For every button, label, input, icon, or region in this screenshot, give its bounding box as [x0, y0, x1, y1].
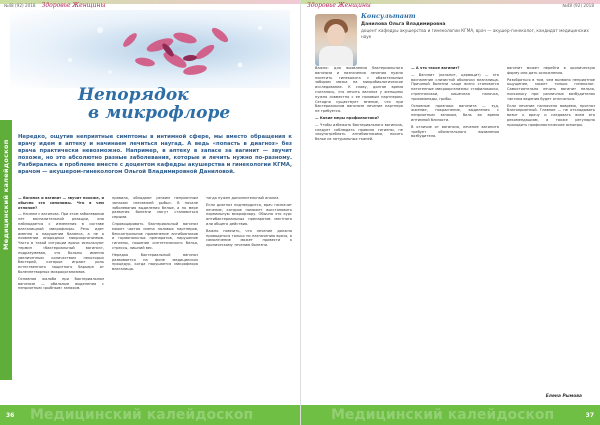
left-column-2 — [112, 196, 198, 293]
article-title — [78, 86, 278, 122]
left-column-1 — [18, 196, 104, 293]
issue-number: №48 (92) 2018 — [4, 2, 36, 8]
right-column-2 — [411, 66, 499, 144]
consultant-block — [361, 12, 597, 39]
paragraph: Основная жалоба при бактериальном вагинозе — обильные выделения с неприятным «рыбным» запахом. — [18, 276, 104, 291]
paragraph: тогда нужен дополнительный анализ. — [206, 196, 280, 200]
paragraph: В отличие от вагиноза, лечение вагинита требует обязательного выявления возбудителя. — [411, 124, 499, 139]
paragraph: правило, обладают резким неприятным запахом «несвежей рыбы». В начале заболевания выделения белые, а по мере развития болезни могут становиться серыми. — [112, 196, 198, 220]
paragraph: Разобраться в том, чем вызвано неприятное ощущение, может только гинеколог. Самостоятельно лечить вагинит нельзя, поскольку при различных возбудителях тактика ведения будет отличаться. — [507, 77, 595, 101]
right-page — [300, 0, 600, 425]
left-column-3 — [206, 196, 292, 293]
paragraph: — Какие меры профилактики? — [315, 115, 380, 120]
right-footer — [301, 405, 600, 425]
paragraph: — Вагиноз и вагинит — звучит похоже, и обычно это синонимы. Что в чем отличие? — [18, 196, 104, 210]
consultant-name: Данилова Ольга Владимировна — [361, 22, 446, 27]
consultant-photo — [315, 14, 357, 66]
bacteria-illustration — [10, 10, 290, 88]
paragraph: — Чтобы избежать бактериального вагиноза, следует соблюдать правила гигиены, не злоупотреблять антибиотиками, носить белье из натуральных тканей. — [315, 122, 403, 142]
page-number: 37 — [585, 412, 594, 419]
paragraph: — Вагинит (кольпит, цервицит) — это воспаление слизистой оболочки влагалища. Причиной болезни чаще всего становятся патогенные микроорганизмы: стафилококки, стрептококки, кишечная палочка, трихомонады, грибы. — [411, 72, 499, 101]
paragraph: Если диагноз подтвердится, врач назначит лечение, которое поможет восстановить нормальную микрофлору. Обычно это курс антибактериальных препаратов местного или общего действия. — [206, 202, 292, 226]
paragraph: Важно: для выявления бактериального вагиноза и назначения лечения нужно посетить гинеколога с обязательным забором мазка на микробиологическое исследование. К слову, долгое время считалось, что лечить вагиноз у женщины нужно совместно с ее половым партнером. Сегодня существует мнение, что при бактериальном вагинозе лечение партнера не требуется. — [315, 66, 403, 114]
right-header — [301, 0, 600, 10]
right-column-3 — [507, 66, 595, 144]
right-columns — [315, 66, 595, 144]
paragraph: — А что такое вагинит? — [411, 66, 460, 70]
paragraph: Основные признаки вагинита — зуд, жжение, покраснение, выделения с неприятным запахом, боль во время интимной близости. — [411, 103, 499, 122]
magazine-brand: Здоровье Женщины — [307, 1, 371, 9]
consultant-label: Консультант — [361, 12, 416, 20]
page-number: 36 — [6, 412, 15, 419]
author-signature: Елена Рымова — [545, 394, 582, 399]
footer-watermark: Медицинский калейдоскоп — [30, 407, 254, 423]
footer-watermark: Медицинский калейдоскоп — [331, 407, 555, 423]
magazine-brand: Здоровье Женщины — [41, 1, 106, 9]
paragraph: Нередко бактериальный вагиноз развивается на фоне медицинских процедур, когда нарушается микрофлора влагалища. — [112, 252, 198, 272]
paragraph: вагинит может перейти в хроническую форму или дать осложнения. — [507, 66, 595, 75]
left-header — [0, 0, 300, 10]
article-lead: Нередко, ощутив неприятные симптомы в интимной сфере, мы вместо обращения к врачу идем в аптеку и начинаем лечиться наугад. А ведь «попасть в диагноз» без врача практически невозможно. Например, в аптеку в запасе за вагинит — звучит похоже, но это абсолютно разные заболевания, которые и лечить нужно по-разному. Разбирались в проблеме вместе с доцентом кафедры акушерства и гинекологии КГМА, врачом — акушером-гинекологом Ольгой Владимировной Даниловой. — [18, 134, 292, 175]
paragraph: Если лечение назначено вовремя, прогноз благоприятный. Главное — не откладывать визит к врачу и следовать всем его рекомендациям, а также регулярно проходить профилактические осмотры. — [507, 103, 595, 127]
issue-number: №48 (92) 2018 — [562, 2, 594, 8]
bacteria-icon — [10, 10, 290, 88]
left-columns — [18, 196, 292, 293]
consultant-role: доцент кафедры акушерства и гинекологии КГМА, врач — акушер-гинеколог, кандидат медицинских наук — [361, 28, 589, 39]
section-label: Медицинский калейдоскоп — [2, 139, 10, 250]
paragraph: Спровоцировать бактериальный вагиноз может частая смена половых партнеров, бесконтрольное применение антибиотиков и гормональных препаратов, нарушение гигиены, ношение синтетического белья, стрессы, лишний вес. — [112, 221, 198, 250]
paragraph: Важно помнить, что лечение должно проводиться только по назначению врача, а самолечение может привести к хроническому течению болезни. — [206, 228, 292, 248]
section-side-band — [0, 120, 12, 380]
title-line-1: Непорядок — [78, 85, 189, 105]
left-footer — [0, 405, 300, 425]
title-line-2: в микрофлоре — [88, 103, 231, 123]
right-column-1 — [315, 66, 403, 144]
paragraph: — Начнем с вагиноза. При этом заболевании нет воспалительной реакции, оно наблюдается с изменения в составе влагалищной микрофлоры. Речь идет именно о нарушении баланса, а не о появлении инородных микроорганизмов. Часто в такой ситуации врачи используют термин «бактериальный вагиноз», подразумевая, что больны именно увеличенным количеством некоторых бактерий, которые играют роль естественного защитного барьера от болезнетворных микроорганизмов. — [18, 212, 104, 274]
